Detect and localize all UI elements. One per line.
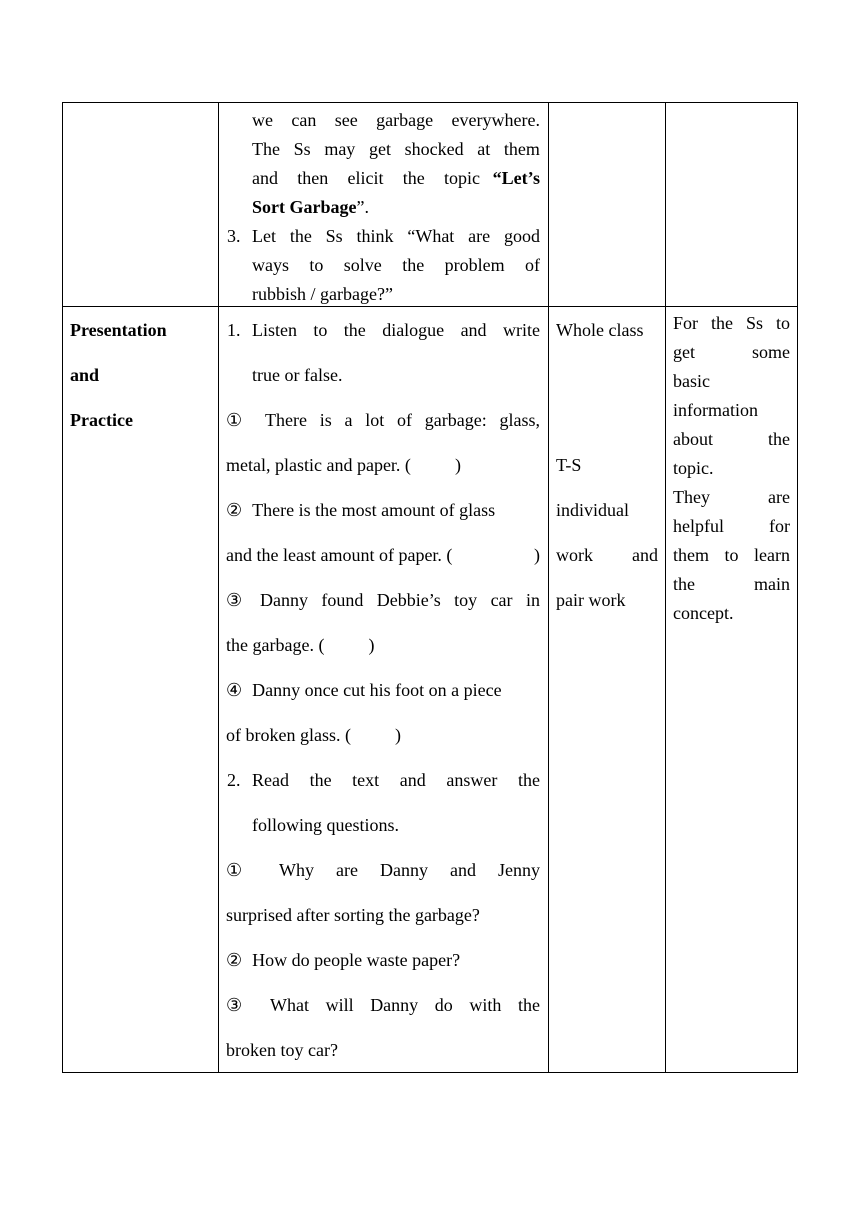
word: think	[356, 226, 394, 246]
purpose-line: topic.	[673, 458, 714, 478]
statement-3-line-2	[226, 635, 374, 655]
word: The	[252, 139, 280, 159]
item-number: 3.	[227, 226, 241, 246]
statement-words	[260, 590, 540, 610]
row-divider	[62, 306, 798, 307]
circled-number: ②	[226, 950, 243, 970]
table-border-right	[797, 102, 798, 1073]
mode-label: Whole class	[556, 320, 644, 340]
word: Ss	[325, 226, 343, 246]
word: elicit	[347, 168, 384, 188]
question-1-line-2: surprised after sorting the garbage?	[226, 905, 480, 925]
word: is	[319, 410, 332, 430]
purpose-line	[673, 487, 790, 507]
word: helpful	[673, 516, 724, 536]
statement-text: and the least amount of paper. (	[226, 545, 453, 565]
word: everywhere.	[451, 110, 540, 130]
intro-line	[252, 168, 540, 188]
topic-title: Sort Garbage	[252, 197, 357, 217]
question-words	[279, 860, 540, 880]
word: answer	[446, 770, 498, 790]
circled-number: ①	[226, 860, 243, 880]
word: “What	[407, 226, 455, 246]
word: learn	[754, 545, 790, 565]
question-words	[270, 995, 540, 1015]
question-3	[226, 995, 540, 1015]
answer-blank-close: )	[534, 545, 540, 565]
mode-label: individual	[556, 500, 629, 520]
word: car	[490, 590, 513, 610]
column-divider-2	[548, 102, 549, 1073]
word: good	[503, 226, 540, 246]
word: dialogue	[382, 320, 445, 340]
item3-line: rubbish / garbage?”	[252, 284, 393, 304]
word: solve	[343, 255, 382, 275]
purpose-line	[673, 313, 790, 333]
topic-quote-close: ”.	[356, 197, 369, 217]
word: the	[711, 313, 733, 333]
word: in	[525, 590, 540, 610]
word: and	[449, 860, 476, 880]
word: we	[252, 110, 273, 130]
purpose-line: basic	[673, 371, 710, 391]
word: Ss	[745, 313, 763, 333]
word: shocked	[404, 139, 464, 159]
word: the	[768, 429, 790, 449]
word: Read	[252, 770, 289, 790]
word: garbage:	[424, 410, 487, 430]
statement-text: metal, plastic and paper. (	[226, 455, 411, 475]
purpose-line: information	[673, 400, 758, 420]
word: text	[352, 770, 380, 790]
word: main	[754, 574, 790, 594]
stage-label: Presentation	[70, 320, 167, 340]
statement-1-line-2	[226, 455, 461, 475]
question-2	[226, 950, 460, 970]
word: Debbie’s	[376, 590, 441, 610]
word: Danny	[370, 995, 419, 1015]
word: They	[673, 487, 710, 507]
circled-number: ④	[226, 680, 243, 700]
mode-label: pair work	[556, 590, 626, 610]
question-text: How do people waste paper?	[252, 950, 461, 970]
word: Jenny	[497, 860, 540, 880]
intro-line	[252, 110, 540, 130]
purpose-line	[673, 342, 790, 362]
word: of	[397, 410, 412, 430]
word: and	[460, 320, 487, 340]
topic-quote-open: “Let’s	[492, 168, 540, 188]
table-border-bottom	[62, 1072, 798, 1073]
word: may	[324, 139, 356, 159]
word: the	[517, 995, 540, 1015]
stage-label: Practice	[70, 410, 133, 430]
word: for	[769, 516, 790, 536]
word: ways	[252, 255, 289, 275]
word: are	[468, 226, 491, 246]
word: Danny	[379, 860, 428, 880]
word: Listen	[252, 320, 297, 340]
word: get	[368, 139, 391, 159]
word: then	[297, 168, 329, 188]
word: glass,	[499, 410, 540, 430]
statement-4	[226, 680, 502, 700]
table-border-top	[62, 102, 798, 103]
word: to	[309, 255, 324, 275]
word: the	[402, 168, 425, 188]
circled-number: ③	[226, 590, 243, 610]
word: the	[402, 255, 425, 275]
task1-line: true or false.	[252, 365, 343, 385]
word: Danny	[260, 590, 308, 610]
word: about	[673, 429, 713, 449]
statement-words	[265, 410, 540, 430]
purpose-line	[673, 574, 790, 594]
mode-label: T-S	[556, 455, 582, 475]
item3-line	[252, 226, 540, 246]
column-divider-3	[665, 102, 666, 1073]
circled-number: ①	[226, 410, 243, 430]
word: see	[334, 110, 358, 130]
item3-line	[252, 255, 540, 275]
answer-blank-close: )	[454, 455, 461, 475]
answer-blank-close: )	[368, 635, 375, 655]
word: to	[775, 313, 790, 333]
word: and	[399, 770, 426, 790]
task1-line	[252, 320, 540, 340]
intro-words	[252, 168, 480, 188]
word: Let	[252, 226, 276, 246]
word: do	[434, 995, 453, 1015]
task-number: 1.	[227, 320, 241, 340]
statement-text: of broken glass. (	[226, 725, 351, 745]
purpose-line	[673, 545, 790, 565]
word: problem	[444, 255, 505, 275]
statement-text: There is the most amount of glass	[252, 500, 496, 520]
lesson-plan-table	[62, 102, 798, 1073]
word: the	[289, 226, 312, 246]
word: some	[752, 342, 790, 362]
word: the	[343, 320, 366, 340]
statement-2	[226, 500, 495, 520]
word: There	[265, 410, 307, 430]
column-divider-1	[218, 102, 219, 1073]
task-number: 2.	[227, 770, 241, 790]
word: garbage	[376, 110, 434, 130]
statement-4-line-2	[226, 725, 401, 745]
word: to	[313, 320, 328, 340]
statement-2-line-2	[226, 545, 540, 565]
word: at	[477, 139, 491, 159]
word: a	[344, 410, 353, 430]
task2-line	[252, 770, 540, 790]
word: Why	[279, 860, 314, 880]
word: and	[632, 545, 658, 565]
intro-line	[252, 139, 540, 159]
word: them	[673, 545, 709, 565]
word: What	[270, 995, 309, 1015]
word: toy	[454, 590, 478, 610]
table-border-left	[62, 102, 63, 1073]
stage-label: and	[70, 365, 100, 385]
word: get	[673, 342, 695, 362]
statement-1	[226, 410, 540, 430]
purpose-line	[673, 516, 790, 536]
word: and	[252, 168, 278, 188]
answer-blank-close: )	[394, 725, 401, 745]
word: topic	[443, 168, 480, 188]
word: can	[291, 110, 317, 130]
word: are	[336, 860, 358, 880]
word: For	[673, 313, 699, 333]
word: are	[768, 487, 790, 507]
word: the	[309, 770, 332, 790]
word: will	[325, 995, 354, 1015]
word: with	[469, 995, 502, 1015]
word: found	[321, 590, 364, 610]
word: lot	[365, 410, 385, 430]
purpose-line: concept.	[673, 603, 734, 623]
circled-number: ③	[226, 995, 243, 1015]
word: Ss	[293, 139, 311, 159]
statement-text: the garbage. (	[226, 635, 325, 655]
intro-line	[252, 197, 369, 217]
question-3-line-2: broken toy car?	[226, 1040, 338, 1060]
word: of	[524, 255, 540, 275]
question-1	[226, 860, 540, 880]
task2-line: following questions.	[252, 815, 399, 835]
circled-number: ②	[226, 500, 243, 520]
word: work	[556, 545, 593, 565]
word: to	[724, 545, 739, 565]
mode-label	[556, 545, 658, 565]
word: them	[503, 139, 540, 159]
word: the	[673, 574, 695, 594]
statement-3	[226, 590, 540, 610]
word: write	[502, 320, 540, 340]
purpose-line	[673, 429, 790, 449]
statement-text: Danny once cut his foot on a piece	[252, 680, 502, 700]
word: the	[517, 770, 540, 790]
